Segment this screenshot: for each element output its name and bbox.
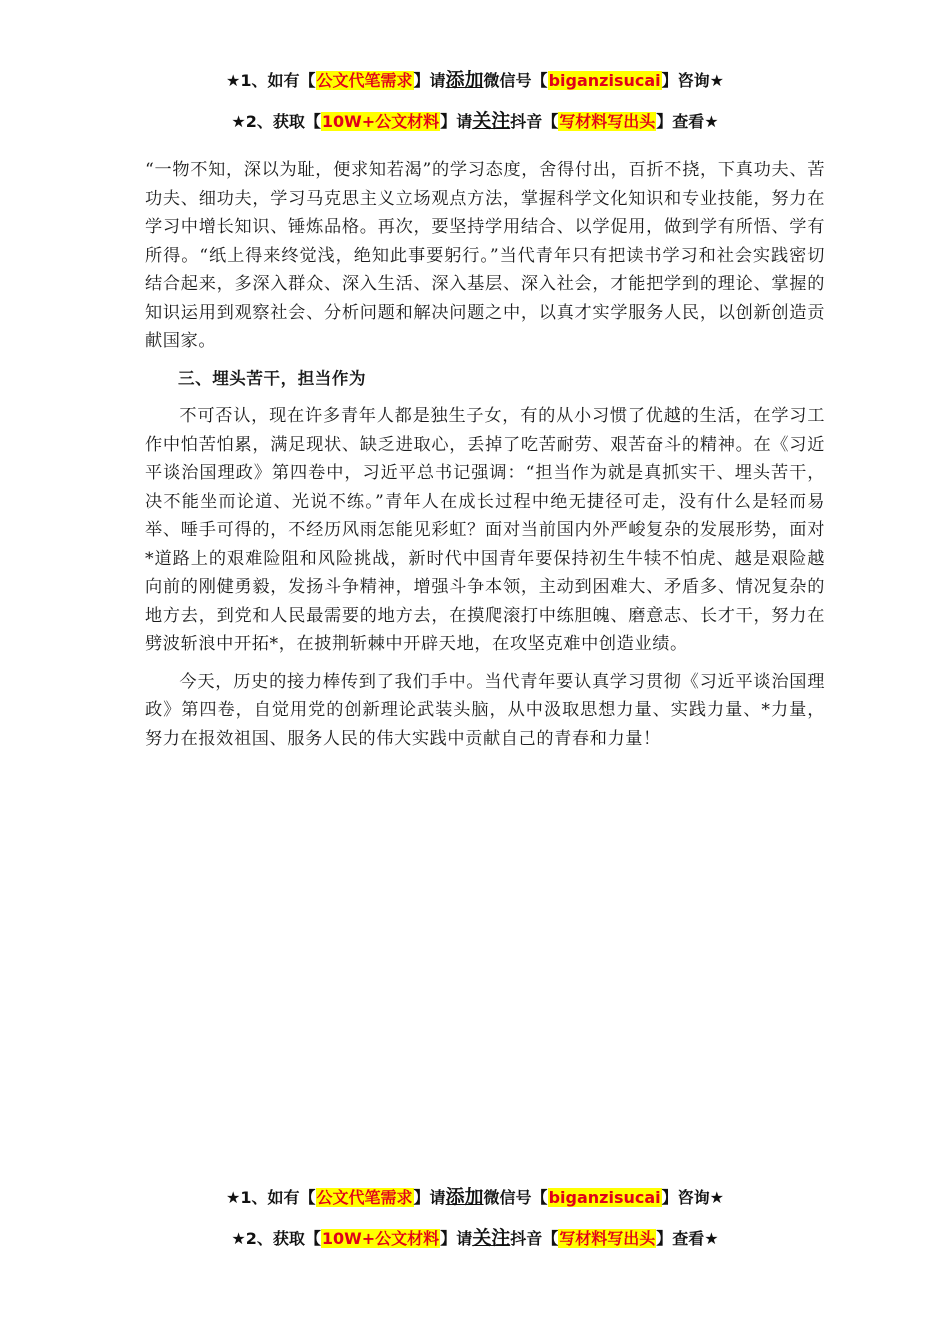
- banner-text: ★1、如有【: [226, 71, 316, 90]
- article-body: [145, 156, 825, 762]
- highlight-wechat-id: biganzisucai: [548, 1188, 661, 1207]
- paragraph: “一物不知，深以为耻，便求知若渴”的学习态度，舍得付出，百折不挠，下真功夫、苦功夫、细功夫，学习马克思主义立场观点方法，掌握科学文化知识和专业技能，努力在学习中增长知识、锤炼品格。再次，要坚持学用结合、以学促用，做到学有所悟、学有所得。“纸上得来终觉浅，绝知此事要躬行。”当代青年只有把读书学习和社会实践密切结合起来，多深入群众、深入生活、深入基层、深入社会，才能把学到的理论、掌握的知识运用到观察社会、分析问题和解决问题之中，以真才实学服务人民，以创新创造贡献国家。: [145, 160, 825, 351]
- emphasis-add: 添加: [445, 1186, 484, 1208]
- footer-banner-line-1: [0, 1186, 950, 1209]
- highlight-materials: 10W+公文材料: [321, 1229, 440, 1248]
- emphasis-follow: 关注: [472, 1227, 511, 1249]
- section-heading: 三、埋头苦干，担当作为: [178, 368, 367, 388]
- footer-banner-line-2: [0, 1227, 950, 1250]
- banner-text: ★1、如有【: [226, 1188, 316, 1207]
- highlight-douyin-account: 写材料写出头: [559, 1229, 656, 1248]
- highlight-service: 公文代笔需求: [316, 1188, 413, 1207]
- emphasis-add: 添加: [445, 69, 484, 91]
- banner-text: 】咨询★: [661, 71, 724, 90]
- highlight-douyin-account: 写材料写出头: [559, 112, 656, 131]
- banner-text: ★2、获取【: [231, 112, 321, 131]
- banner-text: 微信号【: [483, 1188, 548, 1207]
- banner-text: 】请: [413, 71, 446, 90]
- banner-text: 抖音【: [510, 1229, 559, 1248]
- header-banner-line-1: [0, 69, 950, 92]
- banner-text: 】请: [440, 1229, 473, 1248]
- highlight-wechat-id: biganzisucai: [548, 71, 661, 90]
- banner-text: 】查看★: [656, 1229, 719, 1248]
- banner-text: 微信号【: [483, 71, 548, 90]
- banner-text: ★2、获取【: [231, 1229, 321, 1248]
- highlight-service: 公文代笔需求: [316, 71, 413, 90]
- banner-text: 】查看★: [656, 112, 719, 131]
- paragraph: 不可否认，现在许多青年人都是独生子女，有的从小习惯了优越的生活，在学习工作中怕苦怕累，满足现状、缺乏进取心，丢掉了吃苦耐劳、艰苦奋斗的精神。在《习近平谈治国理政》第四卷中，习近平总书记强调：“担当作为就是真抓实干、埋头苦干，决不能坐而论道、光说不练。”青年人在成长过程中绝无捷径可走，没有什么是轻而易举、唾手可得的，不经历风雨怎能见彩虹？面对当前国内外严峻复杂的发展形势，面对*道路上的艰难险阻和风险挑战，新时代中国青年要保持初生牛犊不怕虎、越是艰险越向前的刚健勇毅，发扬斗争精神，增强斗争本领，主动到困难大、矛盾多、情况复杂的地方去，到党和人民最需要的地方去，在摸爬滚打中练胆魄、磨意志、长才干，努力在劈波斩浪中开拓*，在披荆斩棘中开辟天地，在攻坚克难中创造业绩。: [145, 406, 825, 654]
- banner-text: 】咨询★: [661, 1188, 724, 1207]
- emphasis-follow: 关注: [472, 110, 511, 132]
- banner-text: 】请: [413, 1188, 446, 1207]
- banner-text: 抖音【: [510, 112, 559, 131]
- highlight-materials: 10W+公文材料: [321, 112, 440, 131]
- paragraph: 今天，历史的接力棒传到了我们手中。当代青年要认真学习贯彻《习近平谈治国理政》第四卷，自觉用党的创新理论武装头脑，从中汲取思想力量、实践力量、*力量，努力在报效祖国、服务人民的伟大实践中贡献自己的青春和力量！: [145, 671, 825, 749]
- banner-text: 】请: [440, 112, 473, 131]
- header-banner-line-2: [0, 110, 950, 133]
